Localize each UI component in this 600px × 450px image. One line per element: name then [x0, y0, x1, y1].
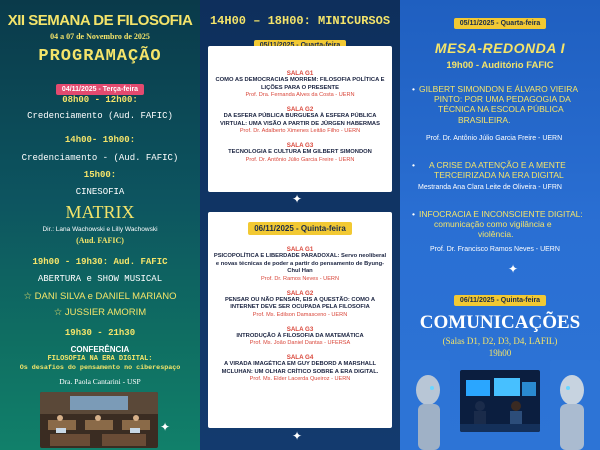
column-minicourses	[200, 0, 400, 450]
item-title-line: TERCEIRIZADA NA ERA DIGITAL	[434, 170, 564, 181]
movie-place: (Aud. FAFIC)	[76, 236, 124, 245]
classroom-illustration	[40, 392, 158, 448]
day2-badge-row	[208, 218, 392, 236]
column-opening-day	[0, 0, 200, 450]
item-title-line: INFOCRACIA E INCONSCIENTE DIGITAL:	[418, 209, 583, 219]
slot4-time: 19h00 - 19h30: Aud. FAFIC	[32, 257, 168, 267]
day-badge-row	[0, 78, 200, 96]
bullet-dot-icon: •	[412, 160, 415, 170]
robot-illustration	[400, 360, 450, 450]
sparkle-icon: ✦	[160, 420, 171, 434]
day1-badge: 05/11/2025 - Quarta-feira	[454, 18, 547, 29]
item-speaker: Prof. Dr. Antônio Júlio Garcia Freire - UERN	[426, 135, 563, 142]
bullet-dot-icon: •	[412, 84, 415, 94]
talk-speaker: Prof. Ms. Edilson Damasceno - UERN	[252, 311, 348, 318]
bullet-dot-icon: •	[412, 209, 415, 219]
minicourses-day1-card	[208, 46, 392, 192]
talk-title: TECNOLOGIA E CULTURA EM GILBERT SIMONDON	[228, 149, 372, 156]
communications-time: 19h00	[488, 348, 512, 358]
talk-title: PSICOPOLÍTICA E LIBERDADE PARADOXAL: Servo neoliberal e novas técnicas de poder a partir do pensamento de Byung-Chul Han	[213, 253, 387, 275]
room-label: SALA G2	[286, 289, 314, 297]
day2-badge: 06/11/2025 - Quinta-feira	[454, 295, 546, 306]
talk-speaker: Prof. Ms. João Daniel Dantas - UFERSA	[249, 340, 351, 347]
item-title-line: GILBERT SIMONDON E ÁLVARO VIEIRA	[418, 84, 579, 94]
communications-rooms: (Salas D1, D2, D3, D4, LAFIL)	[442, 336, 558, 346]
room-label: SALA G1	[286, 246, 314, 253]
room-label: SALA G3	[286, 325, 314, 333]
communications-title: COMUNICAÇÕES	[419, 312, 581, 333]
item-title-line: PINTO: POR UMA PEDAGOGIA DA	[434, 94, 571, 105]
round-table-item	[412, 160, 566, 180]
talk-speaker: Prof. Dr. Ramos Neves - UERN	[260, 275, 340, 282]
event-title: XII SEMANA DE FILOSOFIA	[7, 12, 193, 29]
conference-speaker: Dra. Paola Cantarini - USP	[59, 377, 141, 386]
movie-director: Dir.: Lana Wachowski e Lilly Wachowski	[42, 226, 158, 233]
event-dates: 04 a 07 de Novembro de 2025	[50, 32, 150, 41]
talk-title: A VIRADA IMAGÉTICA EM GUY DEBORD A MARSHALL MCLUHAN: UM OLHAR CRÍTICO SOBRE A ERA DIGITAL.	[221, 361, 379, 375]
slot1-desc: Credenciamento (Aud. FAFIC)	[27, 111, 173, 121]
talk-title: DA ESFERA PÚBLICA BURGUESA À ESFERA PÚBLICA VIRTUAL: UMA VISÃO A PARTIR DE JÜRGEN HABERMAS	[220, 113, 380, 127]
item-speaker: Mestranda Ana Clara Leite de Oliveira - UFRN	[418, 184, 562, 191]
room-label: SALA G3	[286, 142, 314, 150]
round-table-item	[412, 209, 583, 240]
talk-speaker: Prof. Dr. Antônio Júlio Garcia Freire - UERN	[245, 156, 355, 163]
sparkle-icon: ✦	[508, 262, 519, 276]
sparkle-icon: ✦	[292, 429, 303, 443]
day-badge: 04/11/2025 - Terça-feira	[56, 84, 144, 95]
talk-title: INTRODUÇÃO À FILOSOFIA DA MATEMÁTICA	[236, 332, 364, 339]
item-title-line: violência.	[478, 229, 514, 240]
item-title-line: A CRISE DA ATENÇÃO E A MENTE	[428, 160, 566, 170]
artist-1: ☆ DANI SILVA e DANIEL MARIANO	[23, 291, 177, 302]
minicourses-header: 14H00 – 18H00: MINICURSOS	[209, 14, 391, 28]
day2-badge: 06/11/2025 - Quinta-feira	[248, 222, 352, 235]
room-label: SALA G1	[286, 70, 314, 77]
talk-title: COMO AS DEMOCRACIAS MORREM: FILOSOFIA POLÍTICA E LIÇÕES PARA O PRESENTE	[215, 77, 385, 91]
sparkle-icon: ✦	[292, 192, 303, 206]
item-title-line: BRASILEIRA.	[458, 114, 511, 125]
slot4-desc: ABERTURA e SHOW MUSICAL	[37, 274, 163, 284]
slot1-time: 08h00 - 12h00:	[62, 95, 138, 105]
room-label: SALA G4	[286, 354, 314, 362]
round-table-title: MESA-REDONDA I	[434, 40, 566, 56]
day1-badge-row	[400, 12, 600, 30]
slot3-time: 15h00:	[83, 170, 117, 180]
item-speaker: Prof. Dr. Francisco Ramos Neves - UERN	[430, 246, 560, 253]
day2-badge-row	[400, 289, 600, 307]
room-label: SALA G2	[286, 106, 314, 114]
talk-title: PENSAR OU NÃO PENSAR, EIS A QUESTÃO: COMO A INTERNET DEVE SER OCUPADA PELA FILOSOFIA	[224, 296, 376, 311]
talk-speaker: Prof. Dr. Adalberto Ximenes Leitão Filho - UERN	[239, 128, 361, 135]
movie-title: MATRIX	[65, 202, 135, 222]
talk-speaker: Prof. Dra. Fernanda Alves da Costa - UERN	[245, 92, 355, 99]
round-table-time: 19h00 - Auditório FAFIC	[446, 60, 554, 71]
computer-users-illustration	[460, 370, 540, 432]
slot5-time: 19h30 - 21h30	[64, 328, 136, 338]
program-label: PROGRAMAÇÃO	[38, 47, 162, 66]
artist-2: ☆ JUSSIER AMORIM	[53, 307, 147, 318]
slot2-time: 14h00- 19h00:	[64, 135, 136, 145]
column-round-table	[400, 0, 600, 450]
robot-illustration	[550, 360, 600, 450]
slot2-desc: Credenciamento - (Aud. FAFIC)	[21, 153, 179, 163]
conference-title-2: Os desafios do pensamento no ciberespaço	[19, 364, 181, 372]
talk-speaker: Prof. Ms. Elder Lacerda Queiroz - UERN	[249, 376, 351, 383]
slot3-desc: CINESOFIA	[75, 187, 125, 197]
minicourses-day2-card	[208, 212, 392, 428]
round-table-item	[412, 84, 578, 125]
item-title-line: comunicação como vigilância e	[434, 219, 552, 230]
item-title-line: TÉCNICA NA ESCOLA PÚBLICA	[438, 104, 564, 115]
conference-label: CONFERÊNCIA	[70, 345, 130, 354]
conference-title-1: FILOSOFIA NA ERA DIGITAL:	[47, 355, 153, 363]
